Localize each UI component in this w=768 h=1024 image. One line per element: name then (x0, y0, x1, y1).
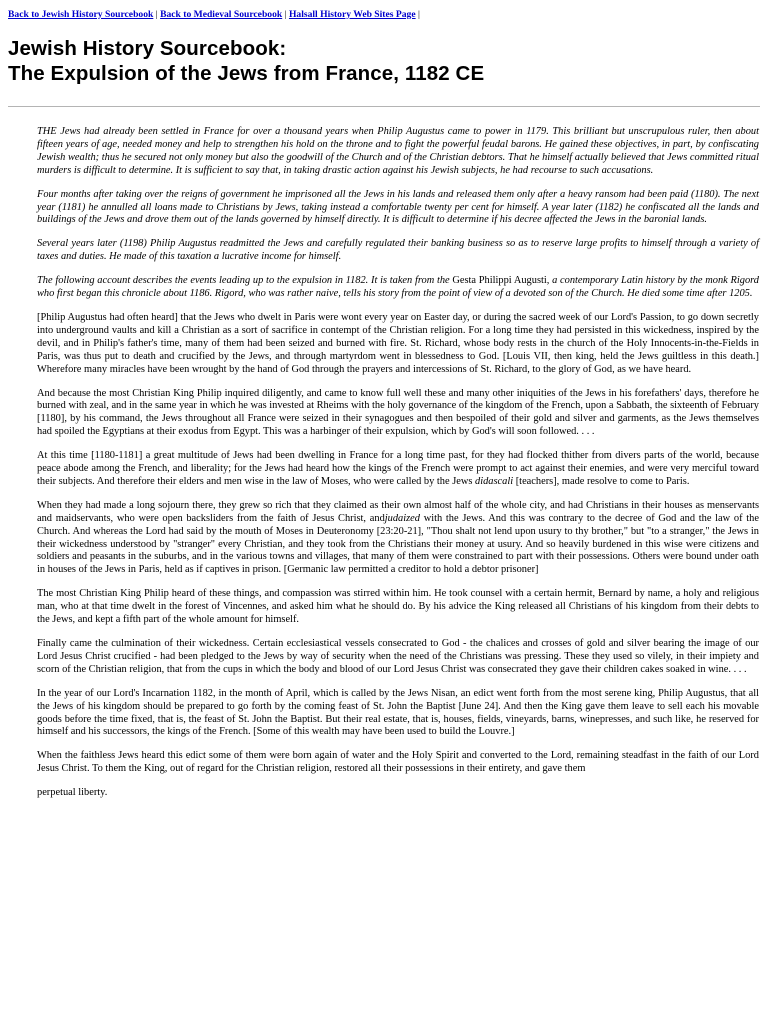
source-paragraph: When the faithless Jews heard this edict some of them were born again of water and the Holy Spirit and converted to the Lord, remaining steadfast in the faith of our Lord Jesus Christ. To them the King, out of regard for the Christian religion, restored all their possessions in their entirety, and gave them (37, 750, 759, 775)
source-paragraph: And because the most Christian King Philip inquired diligently, and came to know full well these and many other iniquities of the Jews in his forefathers' days, therefore he burned with zeal, and in the same year in which he was invested at Rheims with the holy governance of the kingdom of the French, upon a Sabbath, the sixteenth of February [1180], by his command, the Jews throughout all France were seized in their synagogues and then bespoiled of their gold and silver and garments, as the Jews themselves had spoiled the Egyptians at their exodus from Egypt. This was a harbinger of their expulsion, which by God's will soon followed. . . . (37, 387, 759, 438)
source-paragraph: In the year of our Lord's Incarnation 1182, in the month of April, which is called by the Jews Nisan, an edict went forth from the most serene king, Philip Augustus, that all the Jews of his kingdom should be prepared to go forth by the coming feast of St. John the Baptist [June 24]. And then the King gave them leave to sell each his movable goods before the time fixed, that is, the feast of St. John the Baptist. But their real estate, that is, houses, fields, vineyards, barns, winepresses, and such like, he reserved for himself and his successors, the kings of the French. [Some of this wealth may have been used to build the Louvre.] (37, 687, 759, 738)
intro-paragraph: Four months after taking over the reigns of government he imprisoned all the Jews in his lands and released them only after a heavy ransom had been paid (1180). The next year (1181) he annulled all loans made to Christians by Jews, taking instead a comfortable twenty per cent for himself. A year later (1182) he confiscated all the lands and buildings of the Jews and drove them out of the lands governed by himself directly. It is difficult to determine if his decree affected the Jews in the baronial lands. (37, 188, 759, 226)
page-title (8, 36, 758, 86)
source-paragraph: The most Christian King Philip heard of these things, and compassion was stirred within him. He took counsel with a certain hermit, Bernard by name, a holy and religious man, who at that time dwelt in the forest of Vincennes, and asked him what he should do. By his advice the King released all Christians of his kingdom from their debts to the Jews, and kept a fifth part of the whole amount for himself. (37, 588, 759, 626)
source-paragraph (37, 500, 759, 577)
italic-term: didascali (475, 475, 514, 487)
title-line-1: Jewish History Sourcebook: (8, 37, 287, 60)
link-jewish-history-sourcebook[interactable]: Back to Jewish History Sourcebook (8, 9, 154, 20)
horizontal-divider (8, 106, 760, 107)
title-line-2: The Expulsion of the Jews from France, 1182 CE (8, 62, 485, 85)
nav-separator: | (415, 9, 420, 20)
intro-paragraph: THE Jews had already been settled in France for over a thousand years when Philip Augustus came to power in 1179. This brilliant but unscrupulous ruler, then about fifteen years of age, needed money and help to strengthen his hold on the throne and to fight the powerful feudal barons. He gained these objectives, in part, by confiscating Jewish wealth; thus he secured not only money but also the goodwill of the Church and of the Christian debtors. That he himself actually believed that Jews committed ritual murders is difficult to determine. It is sufficient to say that, in taking drastic action against his Jewish subjects, he had recourse to such accusations. (37, 126, 759, 176)
intro-paragraph: Several years later (1198) Philip Augustus readmitted the Jews and carefully regulated their banking business so as to reserve large profits to himself through a variety of taxes and duties. He made of this taxation a lucrative income for himself. (37, 238, 759, 263)
intro-text: , a contemporary Latin history by the monk Rigord who first began this chronicle about 1186. Rigord, who was rather naive, tells his story from the point of view of a devoted son of the Church. He died some time after 1205. (37, 275, 759, 300)
italic-term: judaized (384, 512, 420, 524)
source-text: When they had made a long sojourn there, they grew so rich that they claimed as their own almost half of the whole city, and had Christians in their houses as menservants and maidservants, who were open backsliders from the faith of Jesus Christ, and (37, 499, 759, 524)
nav-separator: | (282, 9, 289, 20)
work-title: Gesta Philippi Augusti (452, 275, 547, 287)
link-medieval-sourcebook[interactable]: Back to Medieval Sourcebook (160, 9, 283, 20)
source-paragraph: perpetual liberty. (37, 787, 108, 799)
source-text: [teachers], made resolve to come to Paris. (513, 475, 690, 487)
intro-paragraph (37, 275, 759, 301)
source-paragraph (37, 450, 759, 489)
nav-separator: | (153, 9, 161, 20)
source-paragraph: [Philip Augustus had often heard] that the Jews who dwelt in Paris were wont every year on Easter day, or during the sacred week of our Lord's Passion, to go down secretly into underground vaults and kill a Christian as a sort of sacrifice in contempt of the Christian religion. For a long time they had persisted in this wickedness, inspired by the devil, and in Philip's father's time, many of them had been seized and burned with fire. St. Richard, whose body rests in the church of the Holy Innocents-in-the-Fields in Paris, was thus put to death and crucified by the Jews, and through martyrdom went in blessedness to God. [Louis VII, then king, held the Jews guiltless in this death.] Wherefore many miracles have been wrought by the hand of God through the prayers and intercessions of St. Richard, to the glory of God, as we have heard. (37, 311, 759, 375)
source-text: At this time [1180-1181] a great multitude of Jews had been dwelling in France for a long time past, for they had flocked thither from divers parts of the world, because peace abode among the French, and liberality; for the Jews had heard how the kings of the French were prompt to act against their enemies, and were very merciful toward their subjects. And therefore their elders and men wise in the law of Moses, who were called by the Jews (37, 450, 759, 487)
link-halsall-history-web-sites[interactable]: Halsall History Web Sites Page (288, 9, 416, 20)
source-paragraph: Finally came the culmination of their wickedness. Certain ecclesiastical vessels consecrated to God - the chalices and crosses of gold and silver bearing the image of our Lord Jesus Christ crucified - had been pledged to the Jews by way of security when the need of the Christians was pressing. These they used so vilely, in their impiety and scorn of the Christian religion, that from the cups in which the body and blood of our Lord Jesus Christ was consecrated they gave their children cakes soaked in wine. . . . (37, 638, 759, 675)
source-text: with the Jews. And this was contrary to the decree of God and the law of the Church. And whereas the Lord had said by the mouth of Moses in Deuteronomy [23:20-21], "Thou shalt not lend upon usury to thy brother," but "to a stranger," the Jews in their wickedness understood by "stranger" every Christian, and they took from the Christians their money at usury. And so heavily burdened in this wise were citizens and soldiers and peasants in the suburbs, and in the various towns and villages, that many of them were constrained to part with their possessions. Others were bound under oath in houses of the Jews in Paris, held as if captives in prison. [Germanic law permitted a creditor to hold a debtor prisoner] (37, 512, 759, 576)
intro-text: The following account describes the events leading up to the expulsion in 1182. It is taken from the (37, 275, 453, 287)
top-navigation (8, 9, 758, 21)
document-body (37, 126, 759, 811)
